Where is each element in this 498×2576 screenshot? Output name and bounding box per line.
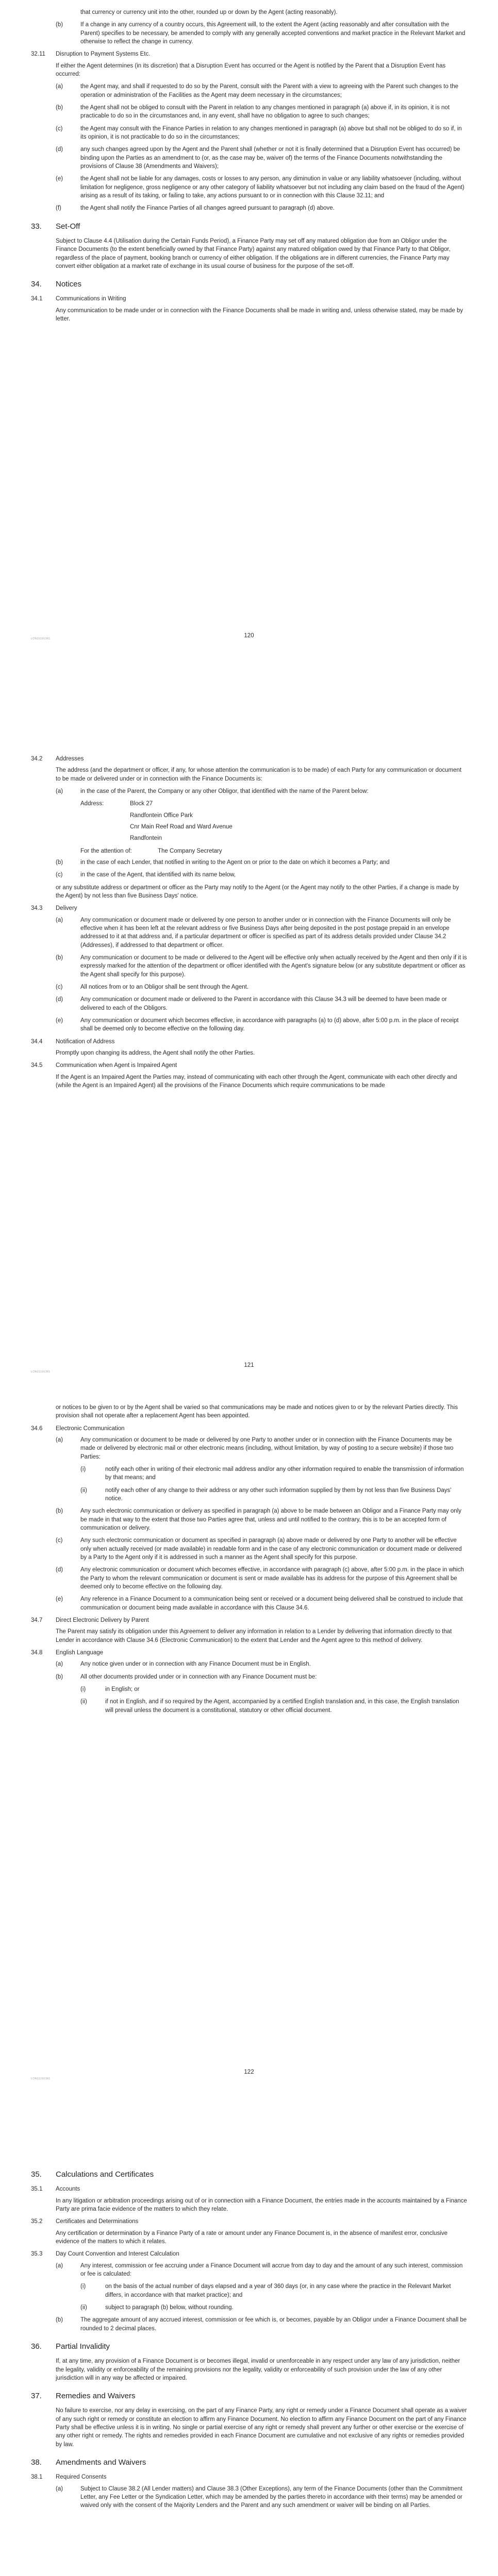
section-number: 36. — [31, 2342, 42, 2351]
clause-text: subject to paragraph (b) below, without rounding. — [105, 2304, 234, 2311]
clause-item — [31, 1536, 467, 1562]
clause-text: Any such electronic communication or document as specified in paragraph (a) above made or delivered by one Party to another will be effective only when actually received (or made available) in readable form and in the case of any electronic communication or document made or delivered by a Party to the Agent only if it is addressed in such a manner as the Agent shall specify for this purpose. — [80, 1537, 462, 1561]
clause-text: Any communication or document to be made or delivered to the Agent will be effective only when actually received by the Agent and then only if it is expressly marked for the attention of the department or officer identified with the Agent's signature below (or any substitute department or officer as the Agent shall specify for this purpose). — [80, 954, 467, 978]
section-heading-34-3 — [31, 904, 467, 912]
section-number: 35.3 — [31, 2251, 43, 2258]
address-line: Block 27 — [130, 801, 153, 807]
section-heading-34-1 — [31, 295, 467, 303]
footer-reference: LON31191361 — [31, 1370, 51, 1374]
clause-item — [31, 2303, 467, 2312]
clause-list — [31, 916, 467, 1033]
clause-item — [31, 1507, 467, 1532]
section-title: Accounts — [56, 2186, 80, 2193]
clause-item — [31, 1486, 467, 1503]
clause-34-2-b — [31, 858, 467, 867]
clause-item — [31, 175, 467, 200]
clause-label: (b) — [56, 859, 63, 866]
clause-label: (ii) — [80, 1699, 87, 1705]
section-title: Notices — [56, 280, 82, 289]
clause-label: (a) — [56, 788, 63, 794]
clause-item — [31, 204, 467, 212]
section-title: Addresses — [56, 756, 84, 762]
clause-35-3-a — [31, 2262, 467, 2279]
clause-text: that currency or currency unit into the other, rounded up or down by the Agent (acting reasonably). — [80, 9, 338, 15]
address-line: Randfontein Office Park — [130, 812, 193, 819]
address-key: Address: — [80, 801, 104, 807]
clause-label: (a) — [56, 1661, 63, 1668]
clause-item — [31, 1465, 467, 1482]
section-number: 35.1 — [31, 2186, 43, 2193]
section-number: 35.2 — [31, 2218, 43, 2225]
section-number: 34.4 — [31, 1038, 43, 1045]
section-title: Calculations and Certificates — [56, 2170, 154, 2179]
section-heading-38 — [31, 2457, 467, 2468]
clause-text: Any communication or document to be made or delivered by one Party to another under or in connection with the Finance Documents may be made or delivered by electronic mail or other electronic means (including, without limitation, by way of posting to a secure website) if those two Parties: — [80, 1436, 454, 1460]
section-title: Delivery — [56, 905, 77, 912]
clause-text: Any interest, commission or fee accruing under a Finance Document will accrue from day to day and the amount of any such interest, commission or fee is calculated: — [80, 2262, 463, 2277]
page-number: 120 — [244, 633, 254, 639]
subclause-list — [31, 1685, 467, 1715]
section-text: Any communication to be made under or in connection with the Finance Documents shall be made in writing and, unless otherwise stated, may be made by letter. — [56, 307, 463, 323]
clause-label: (b) — [56, 1673, 63, 1680]
clause-item — [31, 954, 467, 979]
clause-text: the Agent may, and shall if requested to do so by the Parent, consult with the Parent with a view to agreeing with the Parent such changes to the operation or administration of the Facilities as the Agent may deem necessary in the circumstances; — [80, 83, 459, 98]
section-number: 38. — [31, 2458, 42, 2467]
attention-key: For the attention of: — [80, 848, 132, 854]
clause-list — [31, 1507, 467, 1612]
clause-label: (b) — [56, 22, 63, 28]
section-title: Required Consents — [56, 2474, 107, 2481]
section-text: No failure to exercise, nor any delay in exercising, on the part of any Finance Party, any right or remedy under a Finance Document shall operate as a waiver of any such right or remedy or constitute an election to affirm any Finance Document. No election to affirm any Finance Document on the part of any Finance Party shall be effective unless it is in writing. No single or partial exercise of any right or remedy shall prevent any further or other exercise or the exercise of any other right or remedy. The rights and remedies provided in each Finance Document are cumulative and not exclusive of any rights or remedies provided by law. — [56, 2408, 467, 2448]
section-number: 34.3 — [31, 905, 43, 912]
section-number: 38.1 — [31, 2474, 43, 2481]
section-number: 37. — [31, 2392, 42, 2401]
clause-label: (c) — [56, 1537, 63, 1544]
section-title: Remedies and Waivers — [56, 2392, 136, 2401]
section-title: Day Count Convention and Interest Calculation — [56, 2251, 179, 2258]
section-title: Partial Invalidity — [56, 2342, 110, 2351]
clause-text: in English; or — [105, 1686, 140, 1692]
section-heading-34-6 — [31, 1425, 467, 1433]
section-heading-38-1 — [31, 2473, 467, 2481]
clause-item — [31, 104, 467, 121]
clause-text: Any such electronic communication or delivery as specified in paragraph (a) above to be made between an Obligor and a Finance Party may only be made in that way to the extent that those two Parties agree that, unless and until notified to the contrary, this is to be an accepted form of communication or delivery. — [80, 1508, 461, 1531]
section-heading-36 — [31, 2341, 467, 2352]
section-heading-35 — [31, 2169, 467, 2180]
clause-label: (a) — [56, 917, 63, 923]
section-title: Electronic Communication — [56, 1425, 125, 1432]
clause-text: All notices from or to an Obligor shall be sent through the Agent. — [80, 984, 249, 990]
footer-reference: LON31191361 — [31, 2077, 51, 2080]
section-number: 34. — [31, 280, 42, 289]
clause-34-2-a — [31, 787, 467, 795]
section-number: 34.8 — [31, 1649, 43, 1656]
address-line: Randfontein — [130, 835, 162, 842]
parent-address-block — [31, 800, 467, 855]
clause-text: in the case of the Agent, that identified with its name below, — [80, 872, 236, 878]
section-title: English Language — [56, 1649, 104, 1656]
section-heading-34-5 — [31, 1061, 467, 1070]
clause-label: (ii) — [80, 2304, 87, 2311]
clause-label: (b) — [56, 1508, 63, 1515]
clause-item — [31, 983, 467, 991]
clause-continuation-a — [31, 8, 467, 16]
clause-text: on the basis of the actual number of days elapsed and a year of 360 days (or, in any case where the practice in the Relevant Market differs, in accordance with that market practice); and — [105, 2283, 451, 2298]
section-title: Set-Off — [56, 222, 80, 231]
section-text: or notices to be given to or by the Agent shall be varied so that communications may be made and notices given to or by the relevant Parties directly. This provision shall not operate after a replacement Agent has been appointed. — [56, 1404, 458, 1419]
clause-text: All other documents provided under or in connection with any Finance Document must be: — [80, 1673, 317, 1680]
clause-text: the Agent shall notify the Finance Parties of all changes agreed pursuant to paragraph (d) above. — [80, 205, 335, 212]
clause-32-10-b — [31, 21, 467, 46]
clause-34-6-a — [31, 1436, 467, 1461]
section-number: 34.1 — [31, 296, 43, 302]
section-text: In any litigation or arbitration proceedings arising out of or in connection with a Finance Document, the entries made in the accounts maintained by a Finance Party are prima facie evidence of the matters to which they relate. — [56, 2197, 467, 2212]
clause-34-2-c — [31, 871, 467, 879]
clause-label: (i) — [80, 1686, 86, 1692]
section-intro: If either the Agent determines (in its discretion) that a Disruption Event has occurred or the Agent is notified by the Parent that a Disruption Event has occurred: — [56, 62, 446, 77]
section-title: Certificates and Determinations — [56, 2218, 139, 2225]
section-heading-32-11 — [31, 50, 467, 58]
subclause-list — [31, 1465, 467, 1503]
clause-label: (i) — [80, 2283, 86, 2290]
clause-label: (a) — [56, 1436, 63, 1443]
page-number: 122 — [244, 2069, 254, 2075]
section-text: If the Agent is an Impaired Agent the Parties may, instead of communicating with each other through the Agent, communicate with each other directly and (while the Agent is an Impaired Agent) all the provisions of the Finance Documents which require communications to be made — [56, 1074, 457, 1089]
clause-text: Any electronic communication or document which becomes effective, in accordance with paragraph (c) above, after 5:00 p.m. in the place in which the Party to whom the relevant communication or document is sent or made available has its address for the purpose of this Agreement shall be deemed only to become effective on the following day. — [80, 1567, 464, 1590]
clause-item — [31, 2282, 467, 2299]
clause-34-8-b — [31, 1673, 467, 1681]
clause-text: the Agent may consult with the Finance Parties in relation to any changes mentioned in paragraph (a) above but shall not be obliged to do so if, in its opinion, it is not practicable to do so in the circumstances; — [80, 125, 462, 140]
clause-text: Any communication or document made or delivered by one person to another under or in connection with the Finance Documents will only be effective when it has been left at the relevant address or five Business Days after being deposited in the post postage prepaid in an envelope addressed to it at that address and, if a particular department or officer is specified as part of its address details provided under Clause 34.2 (Addresses), if addressed to that department or officer. — [80, 917, 451, 948]
section-heading-34-7 — [31, 1616, 467, 1624]
document-page-120 — [0, 0, 498, 700]
section-text: The Parent may satisfy its obligation under this Agreement to deliver any information in relation to a Lender by delivering that information directly to that Lender in accordance with Clause 34.6 (Electronic Communication) to the extent that Lender and the Agent agree to this method of delivery. — [56, 1629, 452, 1643]
attention-value: The Company Secretary — [158, 848, 222, 854]
clause-label: (b) — [56, 2317, 63, 2324]
clause-item — [31, 82, 467, 99]
clause-text: in the case of each Lender, that notified in writing to the Agent on or prior to the date on which it becomes a Party; and — [80, 859, 390, 866]
section-text: If, at any time, any provision of a Finance Document is or becomes illegal, invalid or unenforceable in any respect under any law of any jurisdiction, neither the legality, validity or enforceability of the remaining provisions nor the legality, validity or enforceability of such provision under the law of any other jurisdiction will in any way be affected or impaired. — [56, 2358, 460, 2381]
section-number: 34.5 — [31, 1062, 43, 1069]
section-heading-35-3 — [31, 2250, 467, 2258]
section-title: Direct Electronic Delivery by Parent — [56, 1617, 149, 1623]
clause-text: any such changes agreed upon by the Agent and the Parent shall (whether or not it is finally determined that a Disruption Event has occurred) be binding upon the Parties as an amendment to (or, as the case may be, waiver of) the terms of the Finance Documents notwithstanding the provisions of Clause 38 (Amendments and Waivers); — [80, 146, 460, 170]
section-title: Disruption to Payment Systems Etc. — [56, 51, 151, 58]
clause-item — [31, 995, 467, 1012]
clause-label: (c) — [56, 984, 63, 990]
section-heading-33 — [31, 221, 467, 232]
clause-label: (a) — [56, 2485, 63, 2492]
clause-text: notify each other of any change to their address or any other such information supplied by them by not less than five Business Days' notice. — [105, 1487, 452, 1502]
section-title: Notification of Address — [56, 1038, 115, 1045]
clause-list — [31, 82, 467, 212]
clause-item — [31, 1685, 467, 1693]
clause-label: (d) — [56, 146, 63, 153]
section-number: 34.6 — [31, 1425, 43, 1432]
clause-text: the Agent shall not be liable for any damages, costs or losses to any person, any diminution in value or any liability whatsoever (including, without limitation for negligence, gross negligence or any other category of liability whatsoever but not including any claim based on the fraud of the Agent) arising as a result of its taking, or failing to take, any actions pursuant to or in connection with this Clause 32.11; and — [80, 176, 464, 199]
clause-label: (c) — [56, 125, 63, 132]
clause-item — [31, 145, 467, 171]
clause-text: Any notice given under or in connection with any Finance Document must be in English. — [80, 1661, 311, 1668]
section-number: 33. — [31, 222, 42, 231]
clause-text: Subject to Clause 38.2 (All Lender matters) and Clause 38.3 (Other Exceptions), any term of the Finance Documents (other than the Commitment Letter, any Fee Letter or the Syndication Letter, which may be amended by the parties thereto in accordance with their terms) may be amended or waived only with the consent of the Majority Lenders and the Parent and any such amendment or waiver will be binding on all Parties. — [80, 2485, 462, 2509]
document-page-121 — [0, 700, 498, 1401]
clause-label: (b) — [56, 954, 63, 961]
section-heading-34-2 — [31, 755, 467, 763]
clause-text: Any reference in a Finance Document to a communication being sent or received or a document being delivered shall be construed to include that communication or document being made available in accordance with this Clause 34.6. — [80, 1596, 463, 1611]
section-title: Communication when Agent is Impaired Agent — [56, 1062, 177, 1069]
clause-text: The aggregate amount of any accrued interest, commission or fee which is, or becomes, payable by an Obligor under a Finance Document shall be rounded to 2 decimal places. — [80, 2317, 467, 2332]
clause-label: (c) — [56, 872, 63, 878]
clause-text: If a change in any currency of a country occurs, this Agreement will, to the extent the Agent (acting reasonably and after consultation with the Parent) specifies to be necessary, be amended to comply with any generally accepted conventions and market practice in the Relevant Market and otherwise to reflect the change in currency. — [80, 22, 466, 45]
section-intro: The address (and the department or officer, if any, for whose attention the communication is to be made) of each Party for any communication or document to be made or delivered under or in connection with the Finance Documents is: — [56, 767, 462, 782]
clause-item — [31, 916, 467, 950]
clause-label: (ii) — [80, 1487, 87, 1494]
clause-text: notify each other in writing of their electronic mail address and/or any other information required to enable the transmission of information by that means; and — [105, 1466, 464, 1481]
section-heading-35-2 — [31, 2217, 467, 2226]
subclause-list — [31, 2282, 467, 2312]
clause-text: in the case of the Parent, the Company or any other Obligor, that identified with the name of the Parent below: — [80, 788, 369, 794]
clause-label: (e) — [56, 176, 63, 182]
clause-label: (b) — [56, 104, 63, 111]
clause-text: Any communication or document made or delivered to the Parent in accordance with this Clause 34.3 will be deemed to have been made or delivered to each of the Obligors. — [80, 996, 447, 1011]
section-heading-35-1 — [31, 2185, 467, 2193]
clause-item — [31, 1016, 467, 1033]
section-number: 35. — [31, 2170, 42, 2179]
clause-item — [31, 1566, 467, 1591]
clause-item — [31, 1698, 467, 1715]
section-title: Amendments and Waivers — [56, 2458, 146, 2467]
clause-label: (e) — [56, 1017, 63, 1024]
document-page-123 — [0, 2117, 498, 2576]
section-heading-34-8 — [31, 1649, 467, 1657]
section-number: 32.11 — [31, 51, 45, 58]
clause-label: (a) — [56, 83, 63, 90]
clause-label: (e) — [56, 1596, 63, 1603]
clause-label: (d) — [56, 1567, 63, 1573]
clause-35-3-b — [31, 2316, 467, 2333]
section-text: Any certification or determination by a Finance Party of a rate or amount under any Finance Document is, in the absence of manifest error, conclusive evidence of the matters to which it relates. — [56, 2230, 448, 2245]
footer-reference: LON31191361 — [31, 637, 51, 640]
clause-text: if not in English, and if so required by the Agent, accompanied by a certified English translation and, in this case, the English translation will prevail unless the document is a constitutional, statutory or other official document. — [105, 1699, 459, 1714]
clause-text: the Agent shall not be obliged to consult with the Parent in relation to any changes mentioned in paragraph (a) above if, in its opinion, it is not practicable to do so in the circumstances and, in any event, shall have no obligation to agree to such changes; — [80, 104, 450, 120]
clause-label: (f) — [56, 205, 61, 212]
section-heading-34-4 — [31, 1038, 467, 1046]
section-number: 34.2 — [31, 756, 43, 762]
section-number: 34.7 — [31, 1617, 43, 1623]
clause-34-8-a — [31, 1660, 467, 1668]
clause-label: (a) — [56, 2262, 63, 2269]
clause-38-1-a — [31, 2485, 467, 2510]
section-heading-37 — [31, 2391, 467, 2401]
clause-item — [31, 1595, 467, 1612]
section-text: Promptly upon changing its address, the Agent shall notify the other Parties. — [56, 1049, 255, 1056]
address-line: Cnr Main Reef Road and Ward Avenue — [130, 823, 233, 830]
section-text: or any substitute address or department or officer as the Party may notify to the Agent (or the Agent may notify to the other Parties, if a change is made by the Agent) by not less than five Business Days' notice. — [56, 884, 459, 899]
clause-item — [31, 125, 467, 142]
section-heading-34 — [31, 279, 467, 290]
section-text: Subject to Clause 4.4 (Utilisation during the Certain Funds Period), a Finance Party may set off any matured obligation due from an Obligor under the Finance Documents (to the extent beneficially owned by that Finance Party) against any matured obligation owed by that Finance Party to that Obligor, regardless of the place of payment, booking branch or currency of either obligation. If the obligations are in different currencies, the Finance Party may convert either obligation at a market rate of exchange in its usual course of business for the purpose of the set-off. — [56, 238, 451, 269]
clause-label: (d) — [56, 996, 63, 1003]
section-title: Communications in Writing — [56, 296, 126, 302]
page-number: 121 — [244, 1362, 254, 1368]
document-page-122 — [0, 1401, 498, 2117]
clause-label: (i) — [80, 1466, 86, 1472]
clause-text: Any communication or document which becomes effective, in accordance with paragraphs (a) to (d) above, after 5:00 p.m. in the place of receipt shall be deemed only to become effective on the following day. — [80, 1017, 459, 1032]
